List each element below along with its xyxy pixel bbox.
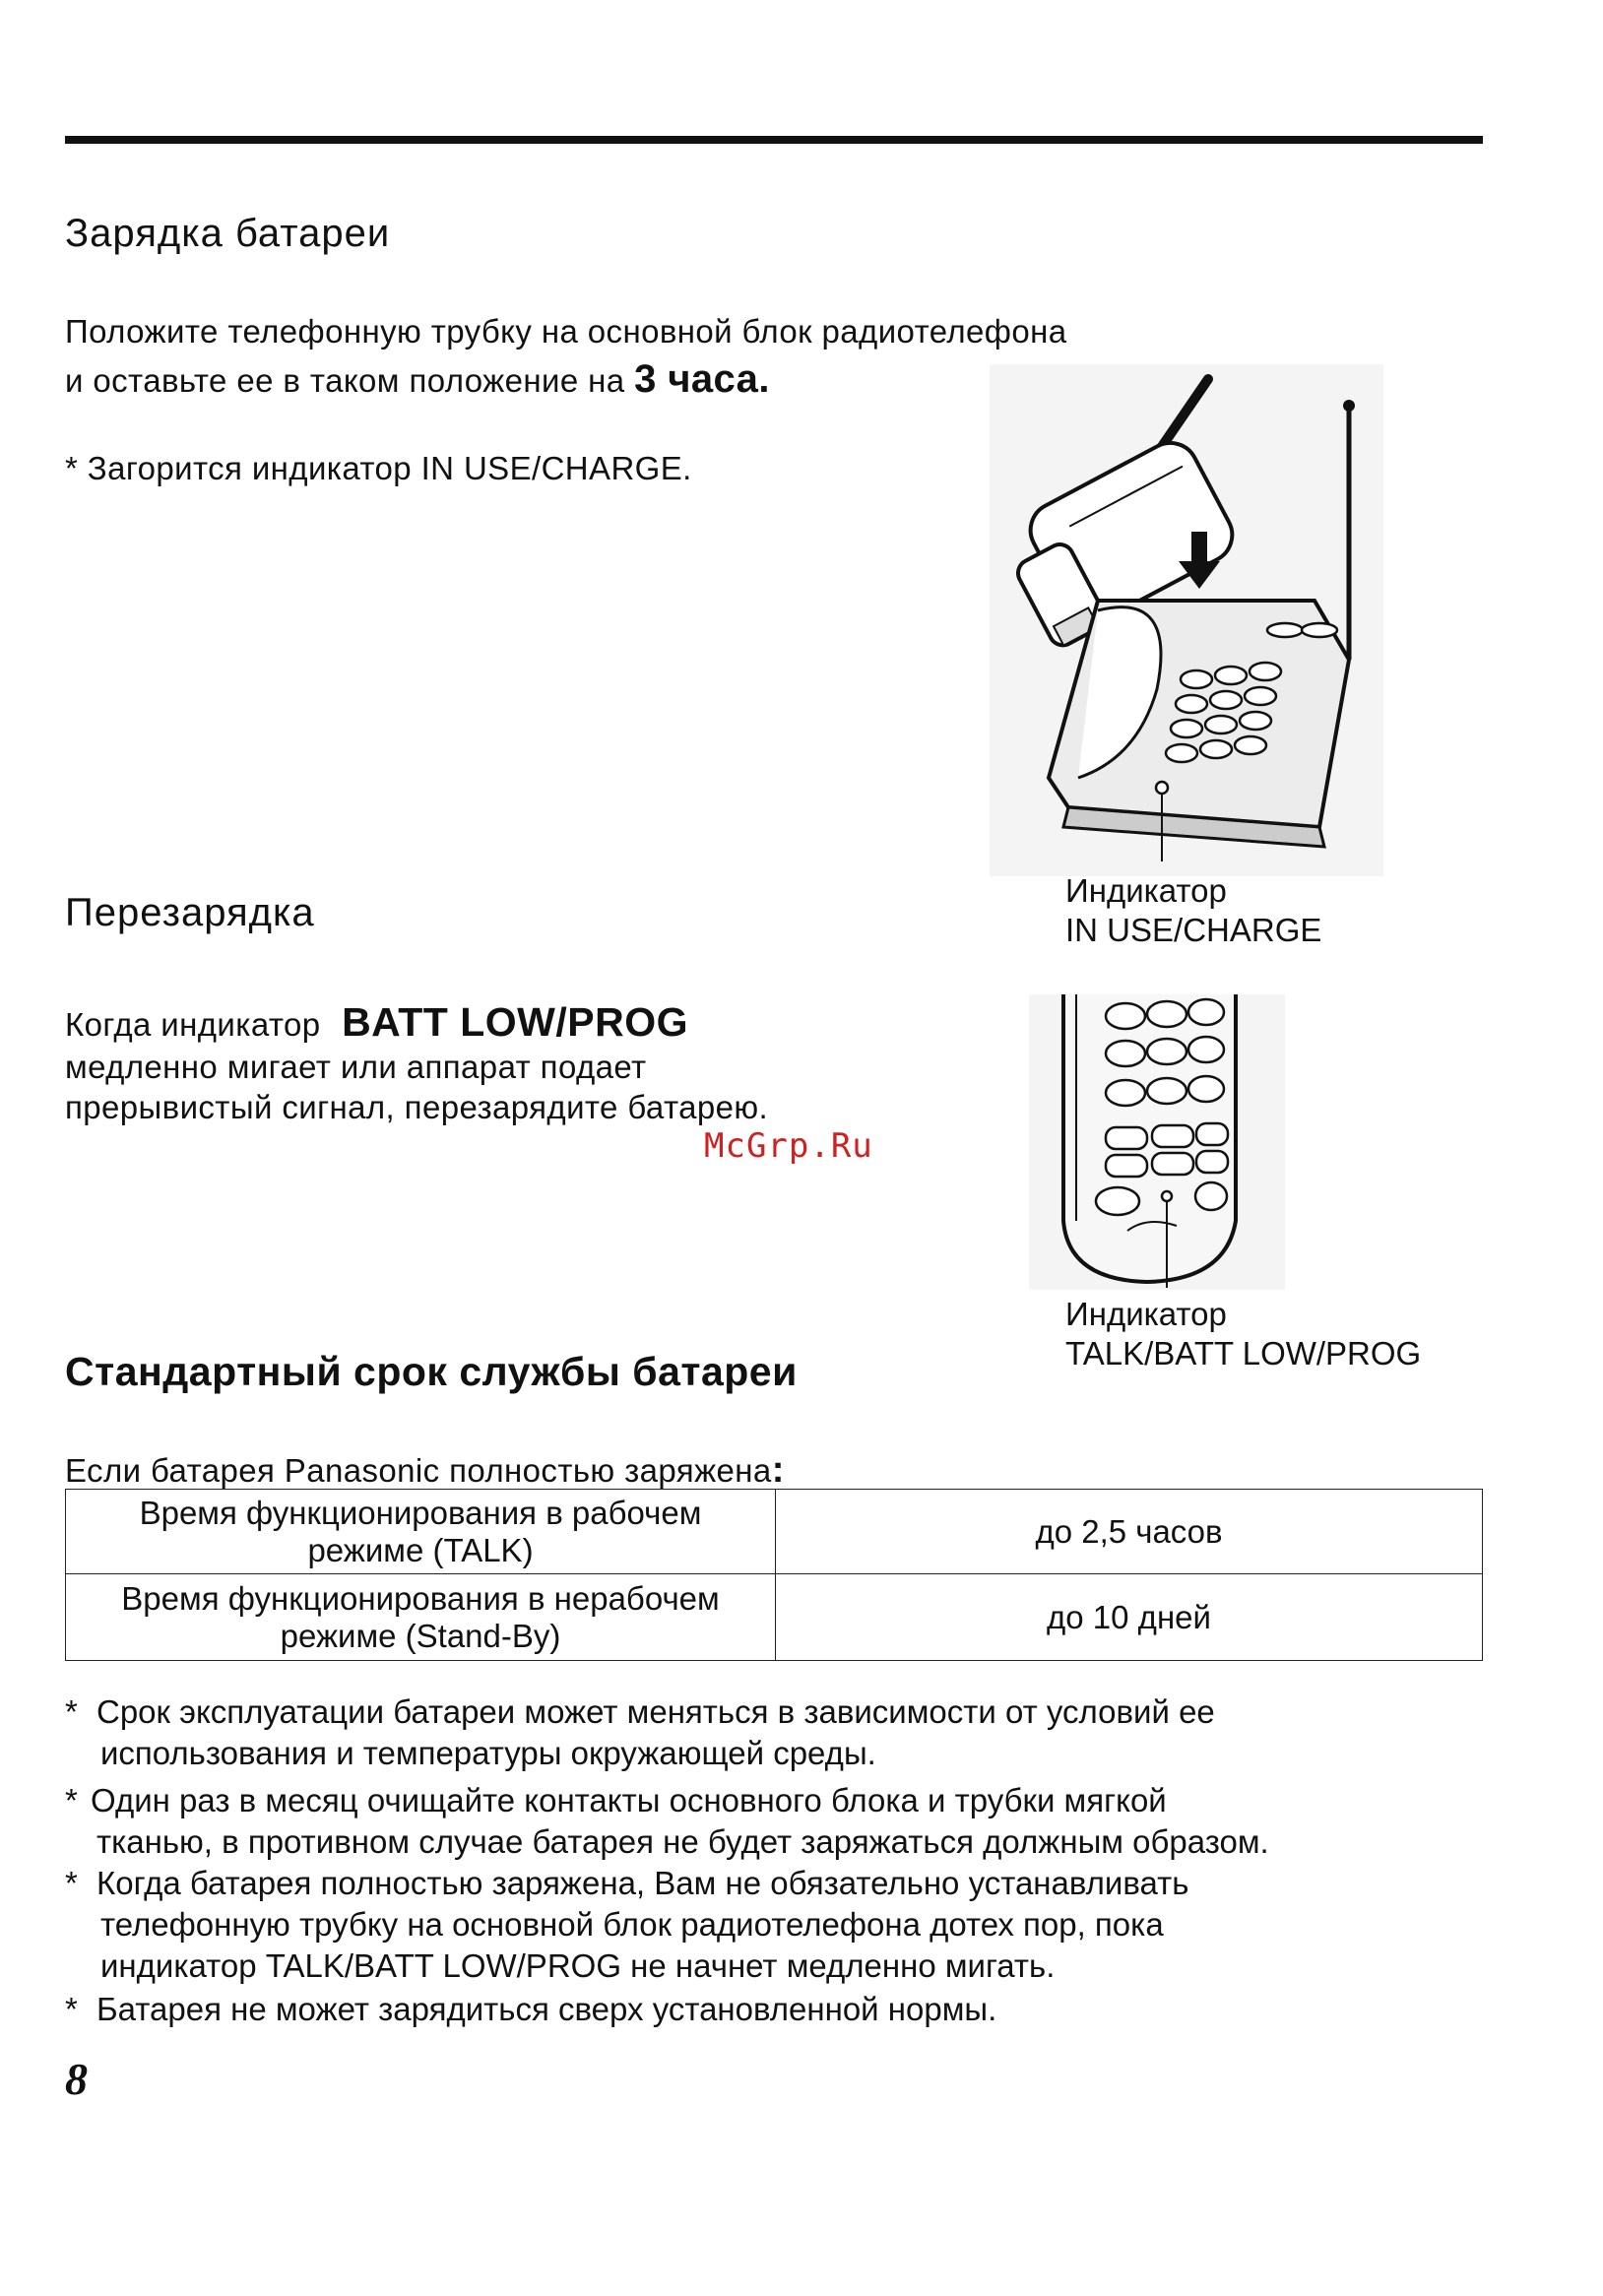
battery-life-table: [65, 1489, 1483, 1661]
table-cell-mode-line1: Время функционирования в нерабочем: [121, 1579, 720, 1617]
section-title-charging: Зарядка батареи: [65, 212, 391, 255]
table-cell-value: до 10 дней: [776, 1574, 1483, 1661]
note-item: [65, 1989, 1493, 2033]
section-title-recharge: Перезарядка: [65, 891, 315, 934]
table-row: [66, 1490, 1483, 1574]
figure1-caption-line2: IN USE/CHARGE: [1065, 912, 1322, 948]
note-line: телефонную трубку на основной блок радиотелефона дотех пор, пока: [100, 1906, 1164, 1943]
top-rule: [65, 136, 1483, 144]
talk-batt-led: [1162, 1191, 1172, 1201]
watermark: McGrp.Ru: [704, 1126, 873, 1166]
note-line: использования и температуры окружающей среды.: [100, 1735, 876, 1771]
note-bullet: *: [65, 1782, 78, 1818]
in-use-charge-led: [1156, 782, 1168, 794]
page-number: 8: [65, 2054, 88, 2104]
table-cell-mode-line2: режиме (Stand-By): [280, 1617, 561, 1654]
note-bullet: *: [65, 1693, 78, 1730]
charging-note: * Загорится индикатор IN USE/CHARGE.: [65, 450, 692, 486]
figure2-caption-line2: TALK/BATT LOW/PROG: [1065, 1335, 1422, 1371]
table-cell-mode-line1: Время функционирования в рабочем: [139, 1494, 702, 1531]
figure2-caption-line1: Индикатор: [1065, 1296, 1227, 1332]
note-line: индикатор TALK/BATT LOW/PROG не начнет медленно мигать.: [100, 1947, 1056, 1984]
note-item: [65, 1863, 1493, 1991]
recharge-text-line2: медленно мигает или аппарат подает: [65, 1049, 647, 1085]
batt-low-prog-label: BATT LOW/PROG: [342, 999, 688, 1045]
battery-life-intro-colon: :: [771, 1449, 785, 1491]
table-cell-mode-line2: режиме (TALK): [307, 1531, 534, 1568]
recharge-text-line1-plain: Когда индикатор: [65, 1006, 321, 1043]
table-cell-mode: [66, 1574, 776, 1661]
note-item: [65, 1691, 1493, 1780]
section-title-battery-life: Стандартный срок службы батареи: [65, 1349, 798, 1394]
charging-text-line2: [65, 358, 770, 402]
note-bullet: *: [65, 1865, 78, 1901]
charging-text-line1: Положите телефонную трубку на основной блок радиотелефона: [65, 313, 1067, 350]
handset-illustration: [1029, 994, 1285, 1290]
note-item: [65, 1780, 1493, 1869]
battery-life-intro: [65, 1449, 785, 1492]
recharge-text-line1: [65, 1001, 688, 1046]
note-bullet: *: [65, 1991, 78, 2027]
charging-duration: 3 часа.: [634, 357, 770, 401]
note-line: Срок эксплуатации батареи может меняться в зависимости от условий ее: [96, 1693, 1215, 1730]
recharge-text-line3: прерывистый сигнал, перезарядите батарею.: [65, 1089, 769, 1125]
note-line: тканью, в противном случае батарея не будет заряжаться должным образом.: [96, 1823, 1269, 1860]
table-row: [66, 1574, 1483, 1661]
table-cell-mode: [66, 1490, 776, 1574]
note-line: Батарея не может зарядиться сверх установленной нормы.: [96, 1991, 997, 2027]
note-line: Один раз в месяц очищайте контакты основного блока и трубки мягкой: [91, 1782, 1167, 1818]
table-cell-value: до 2,5 часов: [776, 1490, 1483, 1574]
phone-base-illustration: [990, 364, 1383, 876]
charging-text-line2-plain: и оставьте ее в таком положение на: [65, 362, 625, 399]
figure1-caption-line1: Индикатор: [1065, 872, 1227, 909]
note-line: Когда батарея полностью заряжена, Вам не обязательно устанавливать: [96, 1865, 1189, 1901]
battery-life-intro-text: Если батарея Panasonic полностью заряжена: [65, 1452, 772, 1489]
